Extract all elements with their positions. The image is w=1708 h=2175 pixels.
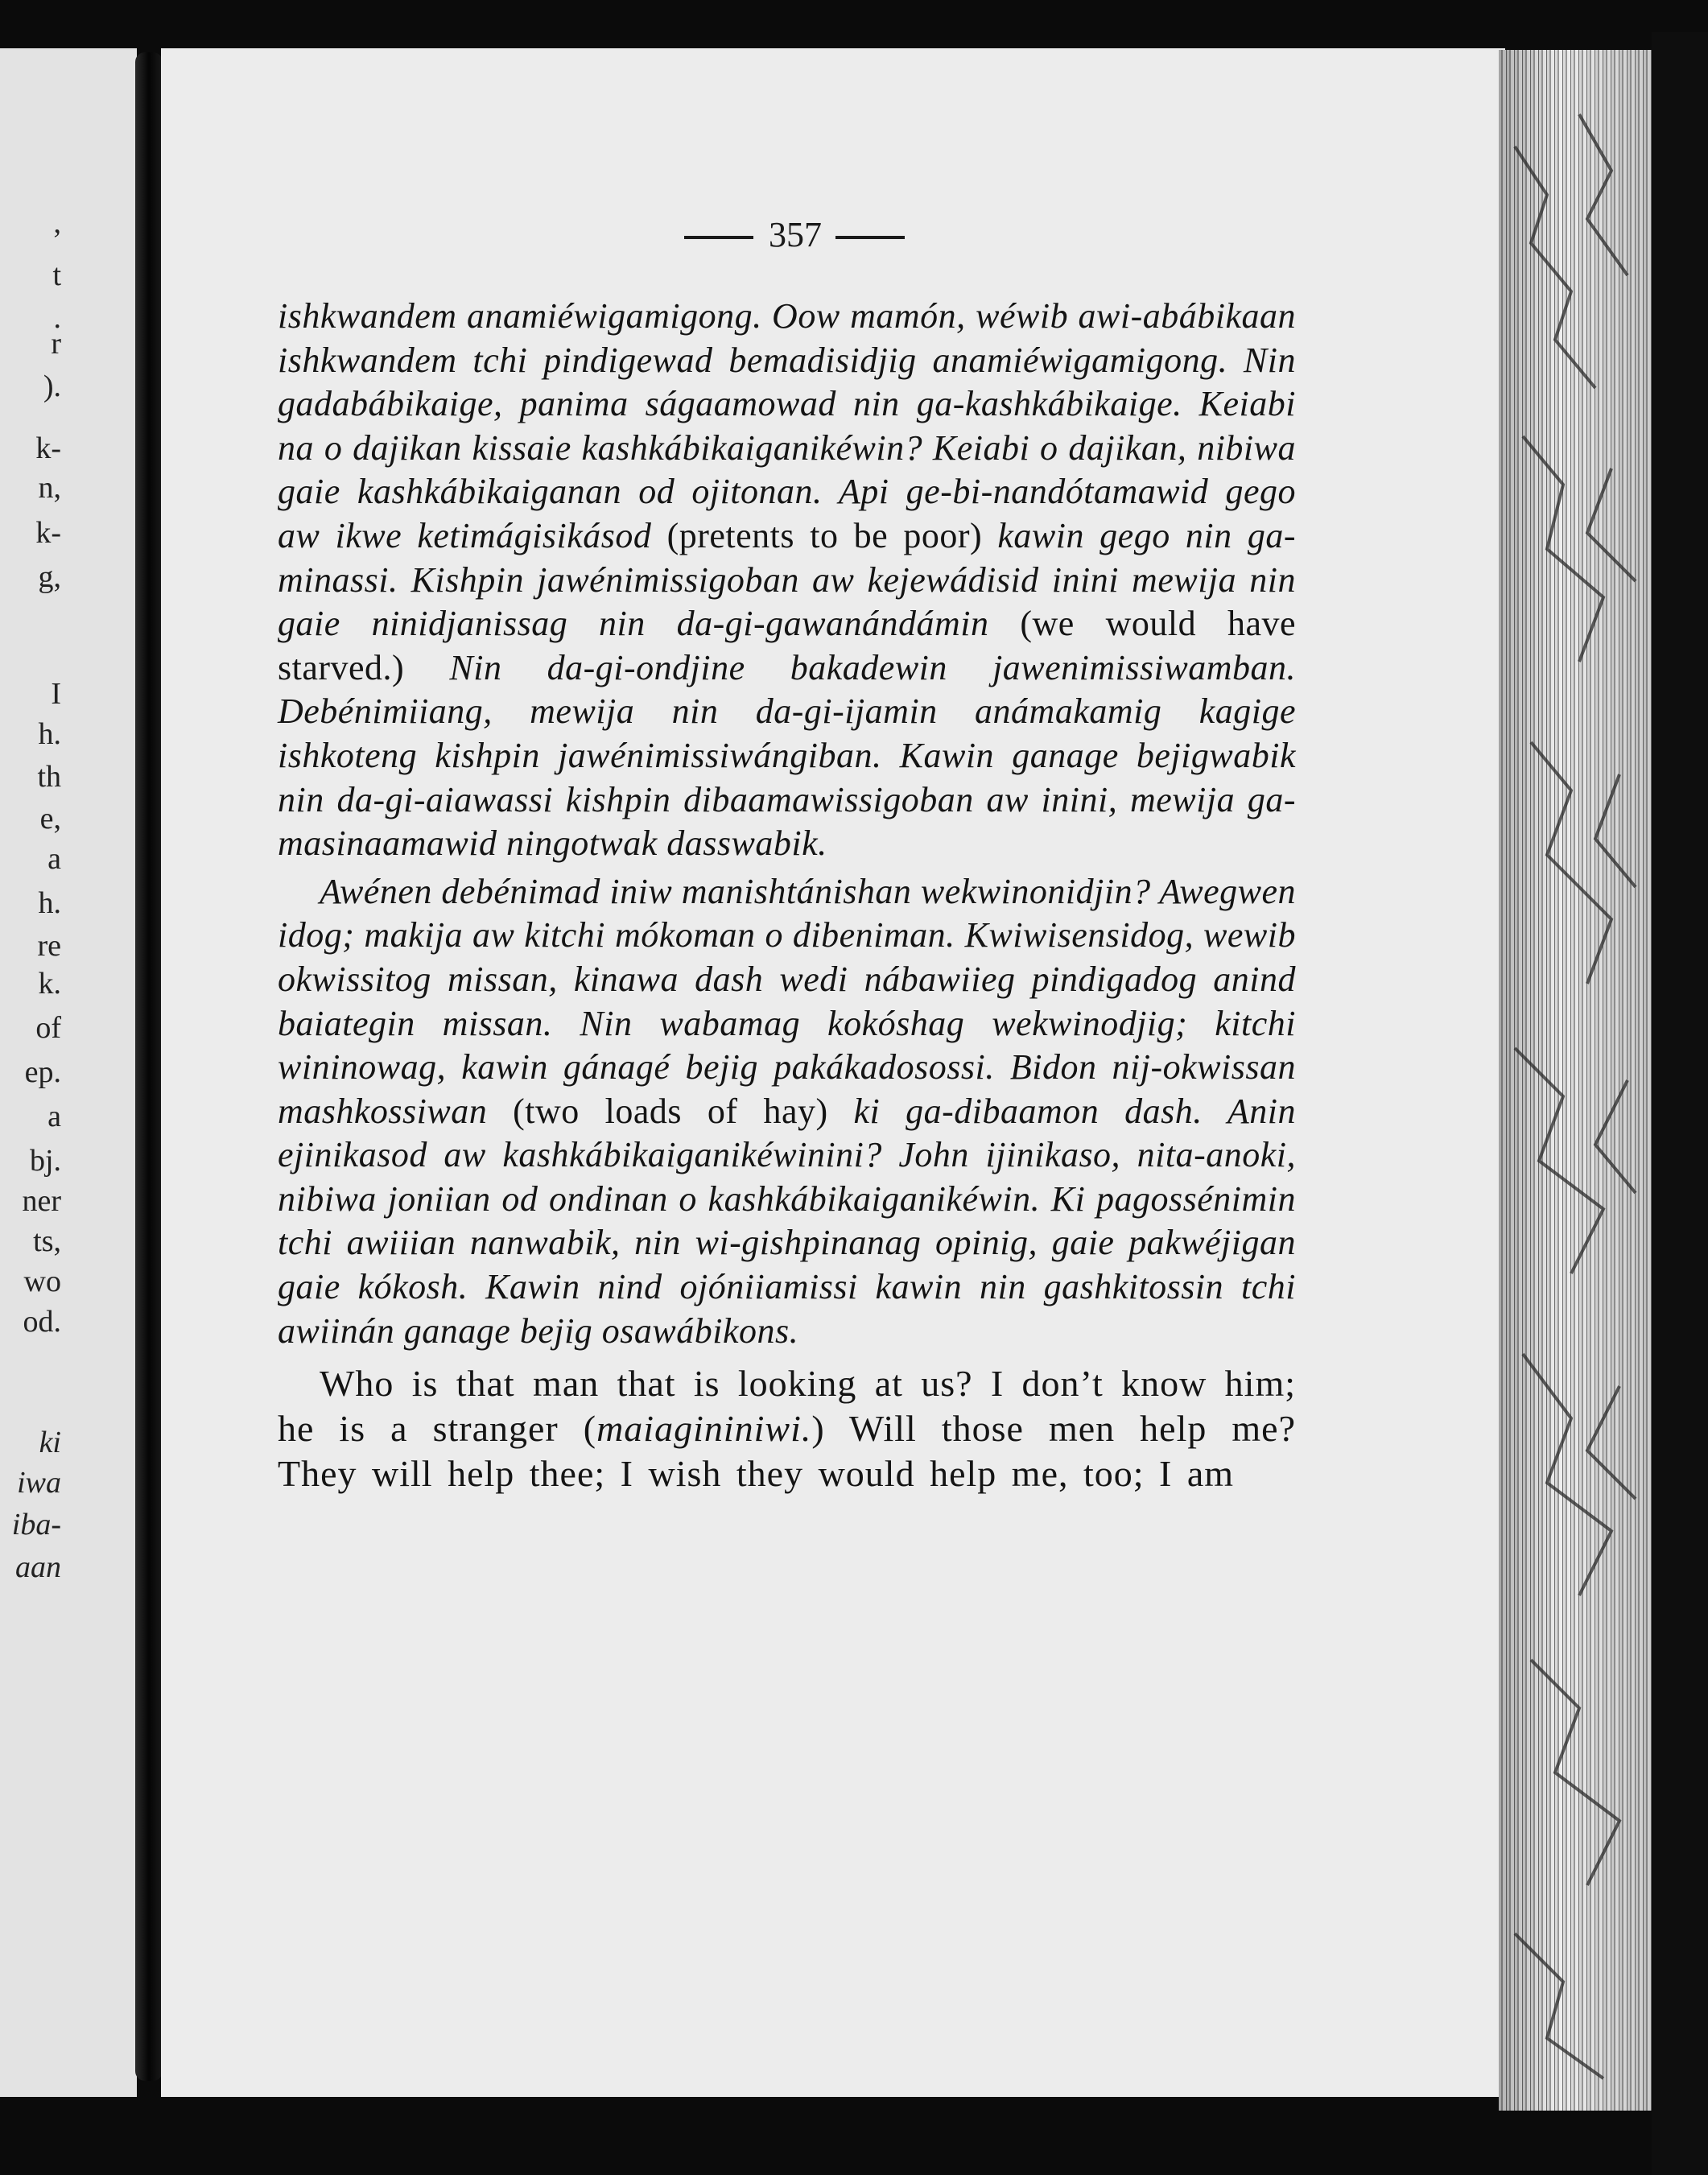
left-page-fragment: od. bbox=[23, 1305, 61, 1339]
page-edge-marbling bbox=[1499, 50, 1652, 2111]
left-page-fragment: e, bbox=[39, 802, 61, 836]
text-run: ki ga-dibaamon dash. Anin ejinikasod aw kashkábikaiganikéwinini? John ijinikaso, nita-anoki, nibiwa joniian od ondinan o kashkábikaiganikéwin. Ki pagossénimin tchi awiiian nanwabik, nin wi-gishpinanag opinig, gaie pakwéjigan gaie kókosh. Kawin nind ojóniiamissi kawin nin gashkitossin tchi awiinán ganage bejig osawábikons. bbox=[278, 1091, 1296, 1351]
left-page-fragment: n, bbox=[38, 471, 61, 505]
left-page-fragment: iba- bbox=[11, 1508, 61, 1541]
left-page-fragment: k. bbox=[38, 967, 61, 1001]
left-page-fragment: k- bbox=[35, 431, 61, 465]
left-page-fragment: h. bbox=[38, 886, 61, 920]
left-page-fragment: r bbox=[51, 327, 61, 361]
left-page-fragment: a bbox=[47, 1100, 61, 1133]
left-page-fragment: ner bbox=[22, 1184, 61, 1218]
paragraph-ojibwe-2 bbox=[278, 870, 1296, 1354]
left-page-fragment: iwa bbox=[17, 1466, 61, 1500]
text-run: (we would have starved.) bbox=[278, 604, 1297, 687]
page-number: 357 bbox=[769, 215, 822, 254]
left-page-fragment: of bbox=[35, 1011, 61, 1045]
text-run: ishkwandem anamiéwigamigong. Oow mamón, wéwib awi-abábikaan ishkwandem tchi pindigewad bemadisidjig anamiéwigamigong. Nin gadabábikaige, panima ságaamowad nin ga-kashkábikaige. Keiabi na o dajikan kissaie kashkábikaiganikéwin? Keiabi o dajikan, nibiwa gaie kashkábikaiganan od ojitonan. Api ge-bi-nandótamawid gego aw ikwe ketimágisikásod bbox=[278, 296, 1296, 555]
left-page-fragment: I bbox=[51, 677, 61, 711]
text-run: maiagininiwi. bbox=[596, 1408, 812, 1450]
text-run: kawin gego nin ga-minassi. Kishpin jawénimissigoban aw kejewádisid inini mewija nin gaie ninidjanissag nin da-gi-gawanándámin bbox=[278, 515, 1296, 644]
left-page-fragment: k- bbox=[35, 516, 61, 550]
scan-background-right bbox=[1652, 32, 1708, 2175]
left-page-text-fragments bbox=[0, 48, 121, 2097]
text-run: ) Will those men help me? They will help thee; I wish they would help me, too; I am bbox=[278, 1408, 1296, 1495]
left-page-fragment: ki bbox=[39, 1426, 61, 1459]
left-page-fragment: re bbox=[37, 929, 61, 963]
left-page-fragment: g, bbox=[38, 560, 61, 594]
left-page-fragment: h. bbox=[38, 717, 61, 751]
paragraph-ojibwe-1 bbox=[278, 295, 1296, 866]
left-page-fragment: wo bbox=[23, 1265, 61, 1298]
left-page-fragment: th bbox=[37, 760, 61, 794]
left-page-fragment: bj. bbox=[29, 1144, 61, 1178]
left-page-fragment: , bbox=[53, 206, 61, 240]
left-page-fragment: t bbox=[52, 258, 61, 292]
left-page-sliver bbox=[0, 48, 137, 2097]
book-gutter bbox=[135, 52, 163, 2081]
left-page-fragment: ). bbox=[43, 369, 61, 403]
page-number-rule-right bbox=[835, 236, 905, 239]
text-run: Awénen debénimad iniw manishtánishan wekwinonidjin? Awegwen idog; makija aw kitchi mókoman o dibeniman. Kwiwisensidog, wewib okwissitog missan, kinawa dash wedi nábawiieg pindigadog anind baiategin missan. Nin wabamag kokóshag wekwinodjig; kitchi wininowag, kawin gánagé bejig pakákadosossi. Bidon nij-okwissan mashkossiwan bbox=[278, 871, 1296, 1131]
left-page-fragment: ts, bbox=[33, 1224, 61, 1258]
left-page-fragment: . bbox=[53, 301, 61, 335]
paragraph-english bbox=[278, 1361, 1296, 1496]
left-page-fragment: a bbox=[47, 842, 61, 876]
text-run: Who is that man that is looking at us? I don’t know him; he is a stranger ( bbox=[278, 1363, 1296, 1450]
text-run: (two loads of hay) bbox=[513, 1091, 828, 1131]
text-run: Nin da-gi-ondjine bakadewin jawenimissiwamban. Debénimiiang, mewija nin da-gi-ijamin anámakamig kagige ishkoteng kishpin jawénimissiwángiban. Kawin ganage bejigwabik nin da-gi-aiawassi kishpin dibaamawissigoban aw inini, mewija ga-masinaamawid ningotwak dasswabik. bbox=[278, 647, 1296, 864]
left-page-fragment: aan bbox=[15, 1550, 61, 1584]
body-text bbox=[278, 295, 1296, 1496]
text-run: (pretents to be poor) bbox=[666, 515, 983, 555]
left-page-fragment: ep. bbox=[24, 1055, 61, 1089]
